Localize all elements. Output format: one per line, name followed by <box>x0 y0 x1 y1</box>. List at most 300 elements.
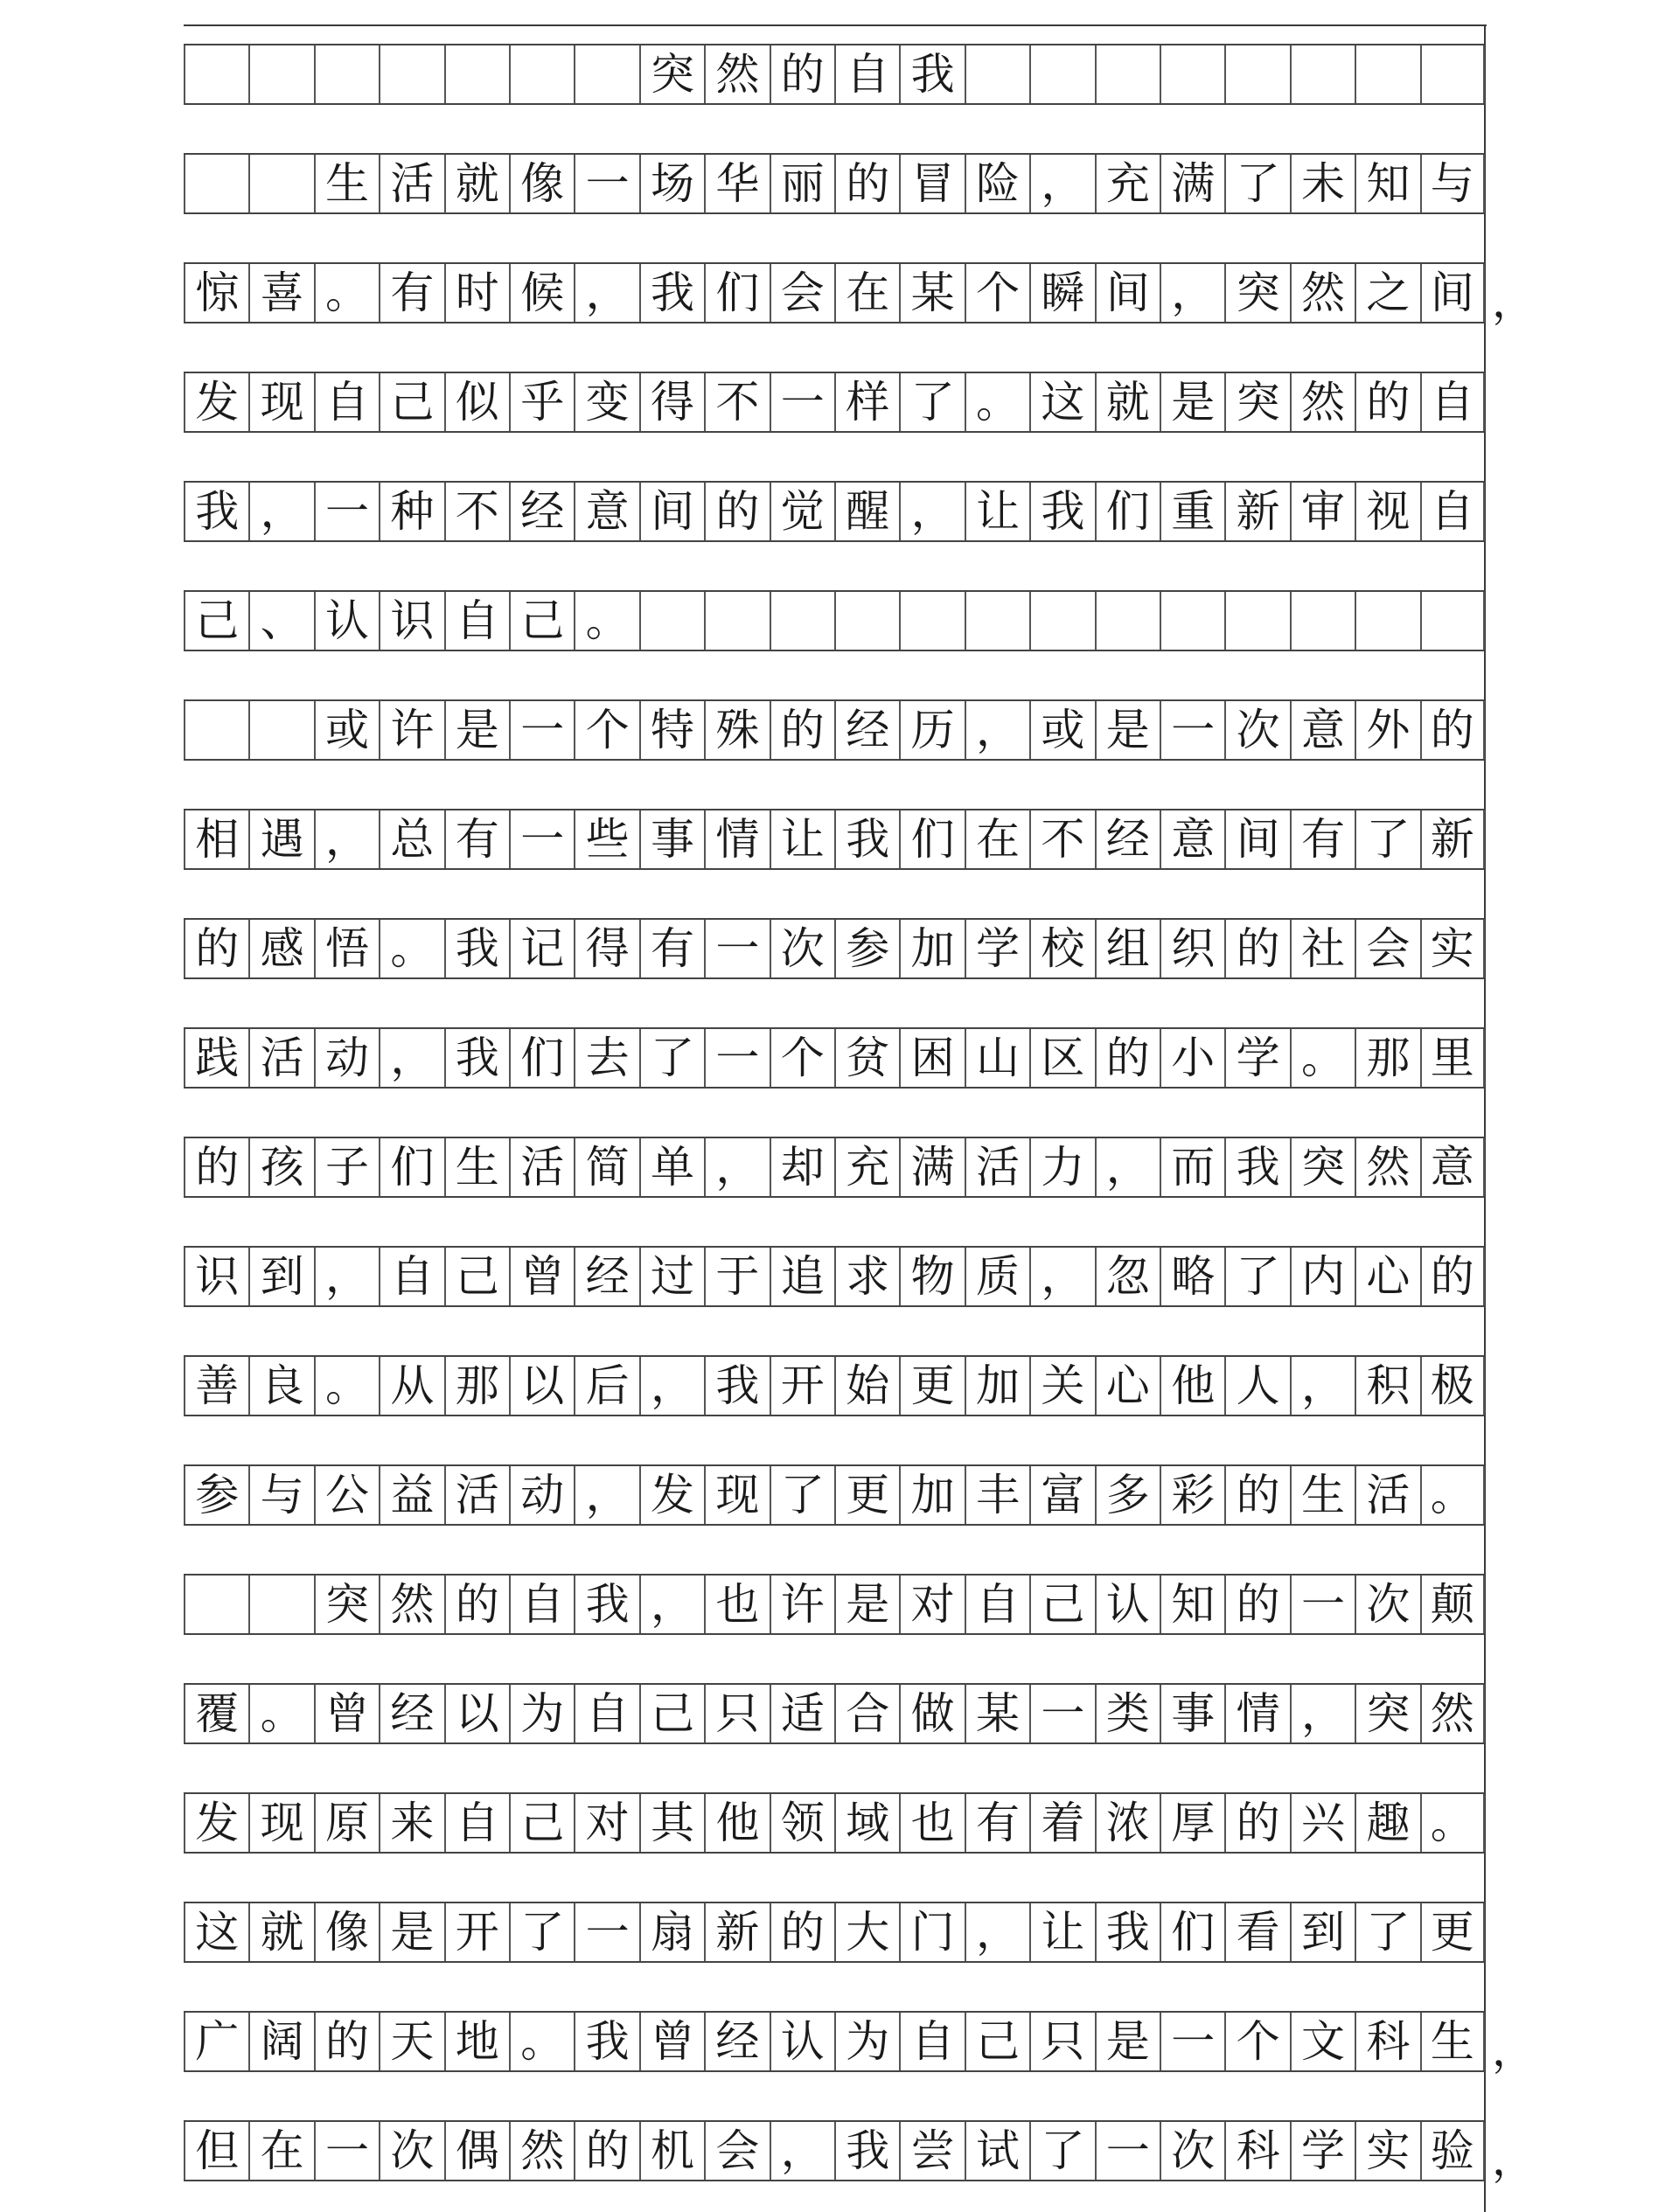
grid-cell: 一 <box>704 920 769 977</box>
grid-cell: 重 <box>1160 483 1224 540</box>
grid-cell: 充 <box>834 1138 899 1196</box>
grid-cell: 个 <box>965 264 1029 322</box>
margin-punctuation: ， <box>1492 2134 1536 2185</box>
grid-cell: 然 <box>1290 264 1355 322</box>
grid-cell: 记 <box>509 920 574 977</box>
grid-cell: 殊 <box>704 701 769 759</box>
grid-cell: 曾 <box>639 2013 704 2070</box>
grid-cell: 了 <box>1224 155 1289 212</box>
grid-cell: 种 <box>379 483 443 540</box>
grid-cell: 们 <box>899 810 964 868</box>
grid-cell: 的 <box>574 2122 638 2180</box>
grid-cell: 一 <box>509 701 574 759</box>
grid-cell: 颠 <box>1420 1576 1485 1633</box>
grid-cell: 让 <box>1029 1903 1094 1961</box>
grid-cell: 我 <box>574 1576 638 1633</box>
grid-cell: 自 <box>444 1794 509 1852</box>
grid-cell: 总 <box>379 810 443 868</box>
grid-cell: 对 <box>899 1576 964 1633</box>
grid-cell: 经 <box>834 701 899 759</box>
grid-cell: 着 <box>1029 1794 1094 1852</box>
grid-cell: 忽 <box>1095 1248 1160 1305</box>
grid-cell: 许 <box>379 701 443 759</box>
grid-cell: 审 <box>1290 483 1355 540</box>
grid-cell: 然 <box>1290 373 1355 431</box>
grid-cell: 一 <box>1160 701 1224 759</box>
grid-cell: 突 <box>1224 373 1289 431</box>
grid-cell: 科 <box>1355 2013 1419 2070</box>
grid-cell: 那 <box>1355 1029 1419 1087</box>
grid-cell: 略 <box>1160 1248 1224 1305</box>
grid-cell <box>1224 592 1289 650</box>
grid-cell: 们 <box>509 1029 574 1087</box>
grid-cell: 彩 <box>1160 1466 1224 1524</box>
grid-cell: ， <box>314 810 379 868</box>
grid-cell: 加 <box>965 1357 1029 1415</box>
grid-cell: 自 <box>1420 373 1485 431</box>
grid-cell: ， <box>248 483 313 540</box>
grid-cell <box>1095 592 1160 650</box>
grid-cell <box>1224 45 1289 103</box>
grid-cell: 简 <box>574 1138 638 1196</box>
grid-cell: ， <box>574 1466 638 1524</box>
grid-cell: 会 <box>704 2122 769 2180</box>
grid-cell: 发 <box>184 1794 248 1852</box>
grid-cell: 的 <box>1355 373 1419 431</box>
grid-cell: 参 <box>184 1466 248 1524</box>
grid-cell: 。 <box>965 373 1029 431</box>
grid-cell: 我 <box>444 920 509 977</box>
grid-cell <box>770 592 834 650</box>
grid-cell: 险 <box>965 155 1029 212</box>
grid-cell: 。 <box>1420 1794 1485 1852</box>
grid-cell <box>1290 592 1355 650</box>
grid-cell: 的 <box>1420 701 1485 759</box>
grid-cell <box>899 592 964 650</box>
grid-cell: 自 <box>965 1576 1029 1633</box>
grid-row <box>184 2011 1536 2076</box>
grid-cell: 自 <box>444 592 509 650</box>
grid-cell: 间 <box>1420 264 1485 322</box>
grid-cell: 次 <box>1224 701 1289 759</box>
grid-cell: 然 <box>1420 1685 1485 1742</box>
grid-cell: 让 <box>965 483 1029 540</box>
grid-cell: 。 <box>248 1685 313 1742</box>
grid-cell: 动 <box>314 1029 379 1087</box>
grid-cell: 动 <box>509 1466 574 1524</box>
grid-cell: 善 <box>184 1357 248 1415</box>
grid-cell: 曾 <box>509 1248 574 1305</box>
grid-cell: 会 <box>770 264 834 322</box>
grid-cell <box>444 45 509 103</box>
grid-cell: 以 <box>509 1357 574 1415</box>
grid-cell: 发 <box>184 373 248 431</box>
margin-punctuation: ， <box>1492 276 1536 327</box>
grid-cell: 。 <box>574 592 638 650</box>
grid-cell: ， <box>314 1248 379 1305</box>
grid-cell <box>379 45 443 103</box>
grid-cell <box>1420 45 1485 103</box>
grid-cell: ， <box>574 264 638 322</box>
grid-cell: 个 <box>574 701 638 759</box>
grid-cell: 次 <box>770 920 834 977</box>
grid-cell: 富 <box>1029 1466 1094 1524</box>
grid-cell: 冒 <box>899 155 964 212</box>
grid-cell: 适 <box>770 1685 834 1742</box>
grid-cell: 的 <box>770 1903 834 1961</box>
grid-cell: 了 <box>899 373 964 431</box>
grid-cell: 加 <box>899 920 964 977</box>
grid-cell: 感 <box>248 920 313 977</box>
grid-cell: ， <box>704 1138 769 1196</box>
grid-cell: 一 <box>1290 1576 1355 1633</box>
grid-cell: 于 <box>704 1248 769 1305</box>
grid-cell: 到 <box>248 1248 313 1305</box>
grid-cell: 自 <box>314 373 379 431</box>
grid-row <box>184 2120 1536 2185</box>
grid-cell: 突 <box>314 1576 379 1633</box>
grid-cell: 阔 <box>248 2013 313 2070</box>
grid-cell: 人 <box>1224 1357 1289 1415</box>
grid-cell: 事 <box>639 810 704 868</box>
grid-cell: 试 <box>965 2122 1029 2180</box>
grid-cell: 悟 <box>314 920 379 977</box>
grid-row <box>184 699 1485 761</box>
grid-cell: 只 <box>1029 2013 1094 2070</box>
grid-cell: 个 <box>1224 2013 1289 2070</box>
grid-cell: 开 <box>770 1357 834 1415</box>
grid-cell: 孩 <box>248 1138 313 1196</box>
grid-cell: 未 <box>1290 155 1355 212</box>
grid-cell: ， <box>639 1576 704 1633</box>
grid-cell: 之 <box>1355 264 1419 322</box>
grid-cell: 更 <box>899 1357 964 1415</box>
grid-cell: 一 <box>1029 1685 1094 1742</box>
grid-cell: 现 <box>248 373 313 431</box>
grid-row <box>184 809 1485 870</box>
grid-cell: 做 <box>899 1685 964 1742</box>
grid-cell <box>1355 45 1419 103</box>
grid-cell: 丰 <box>965 1466 1029 1524</box>
grid-cell: 极 <box>1420 1357 1485 1415</box>
grid-cell: 了 <box>1355 810 1419 868</box>
grid-cell: 满 <box>899 1138 964 1196</box>
grid-cell: 一 <box>574 155 638 212</box>
grid-cell: 覆 <box>184 1685 248 1742</box>
grid-cell: 然 <box>379 1576 443 1633</box>
grid-cell: 自 <box>899 2013 964 2070</box>
grid-cell: 里 <box>1420 1029 1485 1087</box>
grid-cell: 了 <box>770 1466 834 1524</box>
grid-row <box>184 918 1485 979</box>
grid-cell: 活 <box>444 1466 509 1524</box>
grid-cell: 乎 <box>509 373 574 431</box>
grid-cell: 地 <box>444 2013 509 2070</box>
grid-cell: 的 <box>1224 1466 1289 1524</box>
grid-cell: 学 <box>1290 2122 1355 2180</box>
grid-cell: 门 <box>899 1903 964 1961</box>
grid-cell: 心 <box>1355 1248 1419 1305</box>
grid-cell: 。 <box>314 1357 379 1415</box>
grid-cell: 一 <box>314 2122 379 2180</box>
grid-cell: ， <box>379 1029 443 1087</box>
grid-cell: 与 <box>248 1466 313 1524</box>
grid-cell: 不 <box>1029 810 1094 868</box>
grid-cell: 就 <box>248 1903 313 1961</box>
grid-row <box>184 372 1485 433</box>
grid-row <box>184 1246 1485 1307</box>
grid-cell: 开 <box>444 1903 509 1961</box>
grid-cell: 也 <box>899 1794 964 1852</box>
grid-cell: 相 <box>184 810 248 868</box>
grid-cell: 己 <box>509 592 574 650</box>
grid-cell: 只 <box>704 1685 769 1742</box>
grid-cell: 己 <box>184 592 248 650</box>
grid-cell: ， <box>1160 264 1224 322</box>
grid-cell: 充 <box>1095 155 1160 212</box>
grid-cell <box>834 592 899 650</box>
grid-cell: 是 <box>1095 2013 1160 2070</box>
grid-cell: 子 <box>314 1138 379 1196</box>
grid-cell: 己 <box>965 2013 1029 2070</box>
grid-cell: 公 <box>314 1466 379 1524</box>
grid-cell: 们 <box>379 1138 443 1196</box>
grid-cell: 认 <box>770 2013 834 2070</box>
grid-cell: 喜 <box>248 264 313 322</box>
grid-cell: 候 <box>509 264 574 322</box>
grid-cell: ， <box>1095 1138 1160 1196</box>
grid-cell: ， <box>965 701 1029 759</box>
grid-cell: 活 <box>1355 1466 1419 1524</box>
grid-cell: 我 <box>1224 1138 1289 1196</box>
grid-cell: 与 <box>1420 155 1485 212</box>
grid-cell: 然 <box>704 45 769 103</box>
grid-cell: 为 <box>834 2013 899 2070</box>
grid-cell: 不 <box>444 483 509 540</box>
grid-cell: 新 <box>1224 483 1289 540</box>
grid-cell: 一 <box>1160 2013 1224 2070</box>
grid-cell: 醒 <box>834 483 899 540</box>
grid-cell: 我 <box>184 483 248 540</box>
grid-cell: 自 <box>834 45 899 103</box>
grid-cell: 浓 <box>1095 1794 1160 1852</box>
grid-cell: 机 <box>639 2122 704 2180</box>
grid-cell: 有 <box>1290 810 1355 868</box>
grid-cell: 域 <box>834 1794 899 1852</box>
grid-cell: 在 <box>965 810 1029 868</box>
grid-cell: 更 <box>834 1466 899 1524</box>
grid-cell: 参 <box>834 920 899 977</box>
grid-cell: 其 <box>639 1794 704 1852</box>
grid-cell: 偶 <box>444 2122 509 2180</box>
grid-cell: ， <box>899 483 964 540</box>
grid-cell <box>704 592 769 650</box>
grid-cell: 了 <box>1355 1903 1419 1961</box>
grid-cell: 突 <box>1224 264 1289 322</box>
grid-cell <box>1160 592 1224 650</box>
grid-cell <box>509 45 574 103</box>
grid-cell: 困 <box>899 1029 964 1087</box>
grid-cell: 来 <box>379 1794 443 1852</box>
grid-cell: 己 <box>444 1248 509 1305</box>
grid-cell <box>184 1576 248 1633</box>
grid-cell: 趣 <box>1355 1794 1419 1852</box>
grid-cell: 丽 <box>770 155 834 212</box>
grid-cell: 经 <box>574 1248 638 1305</box>
grid-cell: 益 <box>379 1466 443 1524</box>
grid-cell: 良 <box>248 1357 313 1415</box>
grid-cell: 学 <box>965 920 1029 977</box>
grid-cell: 像 <box>509 155 574 212</box>
grid-cell: 视 <box>1355 483 1419 540</box>
grid-cell: 的 <box>1420 1248 1485 1305</box>
grid-cell: 自 <box>379 1248 443 1305</box>
grid-cell: 了 <box>1029 2122 1094 2180</box>
grid-cell: 践 <box>184 1029 248 1087</box>
grid-row <box>184 262 1536 327</box>
grid-cell: 对 <box>574 1794 638 1852</box>
grid-cell: 或 <box>1029 701 1094 759</box>
grid-cell: 、 <box>248 592 313 650</box>
grid-cell: 情 <box>704 810 769 868</box>
grid-cell: 的 <box>704 483 769 540</box>
grid-cell: 我 <box>1029 483 1094 540</box>
grid-cell: 瞬 <box>1029 264 1094 322</box>
grid-cell: 或 <box>314 701 379 759</box>
grid-cell: 看 <box>1224 1903 1289 1961</box>
grid-cell: 突 <box>1290 1138 1355 1196</box>
grid-cell: 的 <box>834 155 899 212</box>
grid-cell: 华 <box>704 155 769 212</box>
grid-cell: 是 <box>834 1576 899 1633</box>
grid-cell <box>639 592 704 650</box>
grid-row <box>184 1792 1485 1854</box>
grid-cell: 某 <box>965 1685 1029 1742</box>
grid-cell <box>184 701 248 759</box>
grid-cell: 满 <box>1160 155 1224 212</box>
grid-cell: 生 <box>444 1138 509 1196</box>
grid-cell: 大 <box>834 1903 899 1961</box>
grid-cell: 许 <box>770 1576 834 1633</box>
grid-cell: 经 <box>704 2013 769 2070</box>
grid-cell: 活 <box>509 1138 574 1196</box>
grid-cell: 似 <box>444 373 509 431</box>
grid-cell: 发 <box>639 1466 704 1524</box>
grid-cell: 新 <box>1420 810 1485 868</box>
grid-cell: 。 <box>314 264 379 322</box>
grid-row <box>184 1355 1485 1416</box>
grid-cell: 社 <box>1290 920 1355 977</box>
grid-cell <box>1355 592 1419 650</box>
grid-cell: 一 <box>509 810 574 868</box>
grid-cell: 到 <box>1290 1903 1355 1961</box>
grid-cell: 觉 <box>770 483 834 540</box>
grid-cell: 我 <box>444 1029 509 1087</box>
grid-cell <box>1029 45 1094 103</box>
grid-cell: 类 <box>1095 1685 1160 1742</box>
grid-cell: 厚 <box>1160 1794 1224 1852</box>
grid-cell: 间 <box>1095 264 1160 322</box>
grid-cell: 有 <box>444 810 509 868</box>
grid-cell: 自 <box>509 1576 574 1633</box>
grid-cell: 特 <box>639 701 704 759</box>
grid-cell: ， <box>770 2122 834 2180</box>
grid-cell: 求 <box>834 1248 899 1305</box>
grid-cell: ， <box>1290 1685 1355 1742</box>
grid-cell: 活 <box>965 1138 1029 1196</box>
grid-cell: 得 <box>574 920 638 977</box>
grid-cell <box>248 45 313 103</box>
grid-cell: 次 <box>1355 1576 1419 1633</box>
grid-cell: 突 <box>639 45 704 103</box>
grid-cell: 就 <box>1095 373 1160 431</box>
grid-cell: 不 <box>704 373 769 431</box>
grid-cell: 实 <box>1420 920 1485 977</box>
grid-row <box>184 1902 1485 1963</box>
grid-cell: 经 <box>1095 810 1160 868</box>
grid-cell: 贫 <box>834 1029 899 1087</box>
grid-cell: 遇 <box>248 810 313 868</box>
grid-cell: 知 <box>1160 1576 1224 1633</box>
grid-cell <box>1290 45 1355 103</box>
grid-cell: 活 <box>379 155 443 212</box>
grid-cell: 织 <box>1160 920 1224 977</box>
grid-row <box>184 590 1485 651</box>
grid-cell: 有 <box>379 264 443 322</box>
grid-cell <box>1029 592 1094 650</box>
grid-cell: 次 <box>379 2122 443 2180</box>
grid-cell: 知 <box>1355 155 1419 212</box>
grid-cell: 但 <box>184 2122 248 2180</box>
grid-row <box>184 481 1485 542</box>
grid-cell: 这 <box>184 1903 248 1961</box>
grid-cell: 某 <box>899 264 964 322</box>
grid-cell: 我 <box>834 810 899 868</box>
grid-cell: 以 <box>444 1685 509 1742</box>
grid-cell: 生 <box>314 155 379 212</box>
grid-cell <box>965 45 1029 103</box>
grid-cell: 的 <box>444 1576 509 1633</box>
grid-cell: 己 <box>379 373 443 431</box>
grid-cell: 一 <box>314 483 379 540</box>
grid-cell: 去 <box>574 1029 638 1087</box>
grid-row <box>184 1683 1485 1744</box>
grid-cell <box>248 1576 313 1633</box>
grid-cell: 认 <box>314 592 379 650</box>
grid-cell <box>574 45 638 103</box>
grid-cell: 追 <box>770 1248 834 1305</box>
grid-cell: ， <box>1290 1357 1355 1415</box>
grid-cell: 己 <box>1029 1576 1094 1633</box>
grid-cell: 单 <box>639 1138 704 1196</box>
grid-cell: 们 <box>1160 1903 1224 1961</box>
grid-cell: 意 <box>1420 1138 1485 1196</box>
grid-cell: 始 <box>834 1357 899 1415</box>
grid-cell: 却 <box>770 1138 834 1196</box>
grid-cell: 间 <box>1224 810 1289 868</box>
grid-cell: 实 <box>1355 2122 1419 2180</box>
grid-cell: 们 <box>704 264 769 322</box>
grid-cell <box>1160 45 1224 103</box>
grid-cell: 在 <box>248 2122 313 2180</box>
grid-cell: ， <box>1029 155 1094 212</box>
grid-cell: 认 <box>1095 1576 1160 1633</box>
grid-cell: 曾 <box>314 1685 379 1742</box>
grid-cell: 己 <box>639 1685 704 1742</box>
grid-cell: 外 <box>1355 701 1419 759</box>
grid-cell: 意 <box>574 483 638 540</box>
grid-cell: 生 <box>1420 2013 1485 2070</box>
